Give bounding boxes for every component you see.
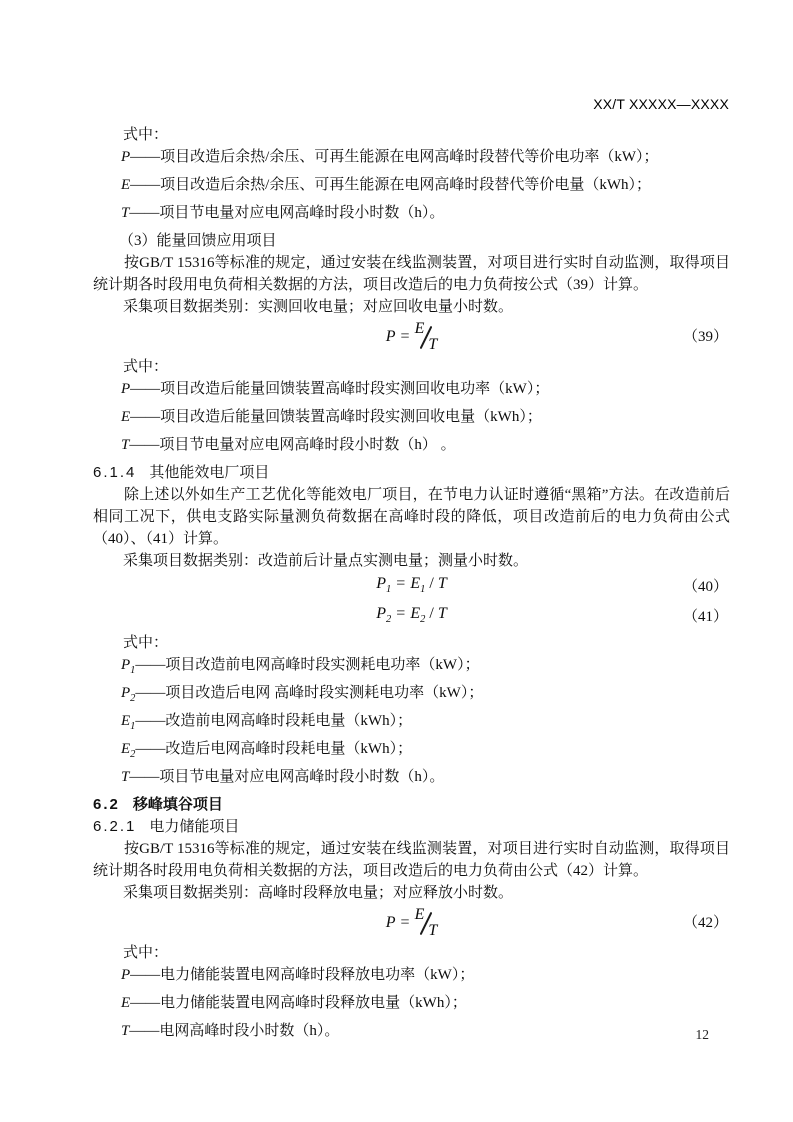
variable-symbol: $P_1$ bbox=[121, 657, 136, 677]
data-category-line: 采集项目数据类别：高峰时段释放电量；对应释放小时数。 bbox=[123, 885, 514, 902]
var-definition bbox=[93, 174, 730, 202]
var-definition bbox=[93, 992, 730, 1020]
heading-title: 其他能效电厂项目 bbox=[149, 464, 270, 481]
var-definition bbox=[93, 766, 730, 794]
variable-description: ——项目改造后余热/余压、可再生能源在电网高峰时段替代等价电量（kWh）； bbox=[130, 177, 652, 193]
variable-description: ——项目改造前电网高峰时段实测耗电功率（kW）； bbox=[135, 657, 480, 674]
var-definition bbox=[93, 964, 730, 992]
variable-symbol: E bbox=[121, 177, 131, 193]
paragraph: 除上述以外如生产工艺优化等能效电厂项目，在节电力认证时遵循“黑箱”方法。在改造前后相同工况下，供电支路实际量测负荷数据在高峰时段的降低，项目改造前后的电力负荷由公式（40）、（41）计算。 bbox=[93, 487, 730, 547]
variable-symbol: T bbox=[121, 437, 130, 453]
page-content bbox=[93, 124, 730, 1048]
heading-6-2 bbox=[93, 794, 730, 816]
variable-description: ——电力储能装置电网高峰时段释放电量（kWh）； bbox=[130, 995, 467, 1012]
var-definition bbox=[93, 202, 730, 230]
heading-6-2-1 bbox=[93, 816, 730, 838]
variable-symbol: P bbox=[121, 381, 131, 397]
equation-number: （41） bbox=[682, 609, 728, 626]
doc-code-header: XX/T XXXXX—XXXX bbox=[593, 96, 729, 112]
variable-description: ——项目节电量对应电网高峰时段小时数（h）。 bbox=[129, 205, 445, 221]
formula: P = ET bbox=[385, 906, 438, 940]
paragraph: 按GB/T 15316等标准的规定，通过安装在线监测装置，对项目进行实时自动监测，取得项目统计期各时段用电负荷相关数据的方法，项目改造后的电力负荷按公式（39）计算。 bbox=[93, 255, 730, 293]
where-label: 式中： bbox=[123, 945, 169, 962]
heading-number: 6.2 bbox=[93, 796, 120, 814]
variable-description: ——项目节电量对应电网高峰时段小时数（h） 。 bbox=[129, 437, 456, 453]
var-definition bbox=[93, 406, 730, 434]
variable-symbol: $P_2$ bbox=[121, 685, 136, 705]
var-definition bbox=[93, 1020, 730, 1048]
variable-symbol: $E_2$ bbox=[121, 741, 136, 761]
variable-description: ——改造前电网高峰时段耗电量（kWh）； bbox=[135, 713, 413, 730]
where-label: 式中： bbox=[123, 635, 169, 652]
variable-symbol: T bbox=[121, 205, 130, 221]
data-category-line: 采集项目数据类别：实测回收电量；对应回收电量小时数。 bbox=[123, 299, 514, 315]
where-label: 式中： bbox=[123, 127, 169, 143]
equation-41 bbox=[93, 602, 730, 632]
variable-description: ——项目改造后电网 高峰时段实测耗电功率（kW）； bbox=[135, 685, 484, 702]
variable-description: ——电网高峰时段小时数（h）。 bbox=[129, 1023, 340, 1040]
var-definition bbox=[93, 738, 730, 766]
equation-number: （39） bbox=[682, 329, 728, 345]
variable-symbol: E bbox=[121, 995, 131, 1012]
heading-number: 6.2.1 bbox=[93, 818, 137, 836]
variable-symbol: T bbox=[121, 769, 130, 786]
var-definition bbox=[93, 654, 730, 682]
heading-title: 移峰填谷项目 bbox=[132, 796, 223, 814]
where-label: 式中： bbox=[123, 359, 169, 375]
heading-number: 6.1.4 bbox=[93, 464, 137, 481]
variable-symbol: T bbox=[121, 1023, 130, 1040]
formula: $P_2 = E_2 / T$ bbox=[376, 605, 447, 626]
page-number: 12 bbox=[695, 1027, 709, 1042]
equation-42 bbox=[93, 904, 730, 942]
heading-6-1-4 bbox=[93, 462, 730, 484]
var-definition bbox=[93, 682, 730, 710]
list-item-3: （3）能量回馈应用项目 bbox=[119, 233, 277, 249]
variable-description: ——项目改造后余热/余压、可再生能源在电网高峰时段替代等价电功率（kW）； bbox=[130, 149, 659, 165]
variable-symbol: P bbox=[121, 967, 131, 984]
data-category-line: 采集项目数据类别：改造前后计量点实测电量；测量小时数。 bbox=[123, 553, 529, 569]
variable-symbol: $E_1$ bbox=[121, 713, 136, 733]
variable-description: ——项目改造后能量回馈装置高峰时段实测回收电量（kWh）； bbox=[130, 409, 542, 425]
variable-symbol: E bbox=[121, 409, 131, 425]
variable-description: ——项目节电量对应电网高峰时段小时数（h）。 bbox=[129, 769, 445, 786]
formula: P = ET bbox=[385, 320, 438, 353]
paragraph: 按GB/T 15316等标准的规定，通过安装在线监测装置，对项目进行实时自动监测，取得项目统计期各时段用电负荷相关数据的方法，项目改造后的电力负荷由公式（42）计算。 bbox=[93, 841, 730, 880]
var-definition bbox=[93, 710, 730, 738]
equation-39 bbox=[93, 318, 730, 356]
var-definition bbox=[93, 434, 730, 462]
heading-title: 电力储能项目 bbox=[149, 818, 240, 836]
equation-number: （40） bbox=[682, 579, 728, 596]
equation-40 bbox=[93, 572, 730, 602]
var-definition bbox=[93, 146, 730, 174]
variable-symbol: P bbox=[121, 149, 131, 165]
variable-description: ——电力储能装置电网高峰时段释放电功率（kW）； bbox=[130, 967, 475, 984]
variable-description: ——项目改造后能量回馈装置高峰时段实测回收电功率（kW）； bbox=[130, 381, 550, 397]
formula: $P_1 = E_1 / T$ bbox=[376, 575, 447, 596]
variable-description: ——改造后电网高峰时段耗电量（kWh）； bbox=[135, 741, 413, 758]
var-definition bbox=[93, 378, 730, 406]
equation-number: （42） bbox=[682, 915, 728, 932]
